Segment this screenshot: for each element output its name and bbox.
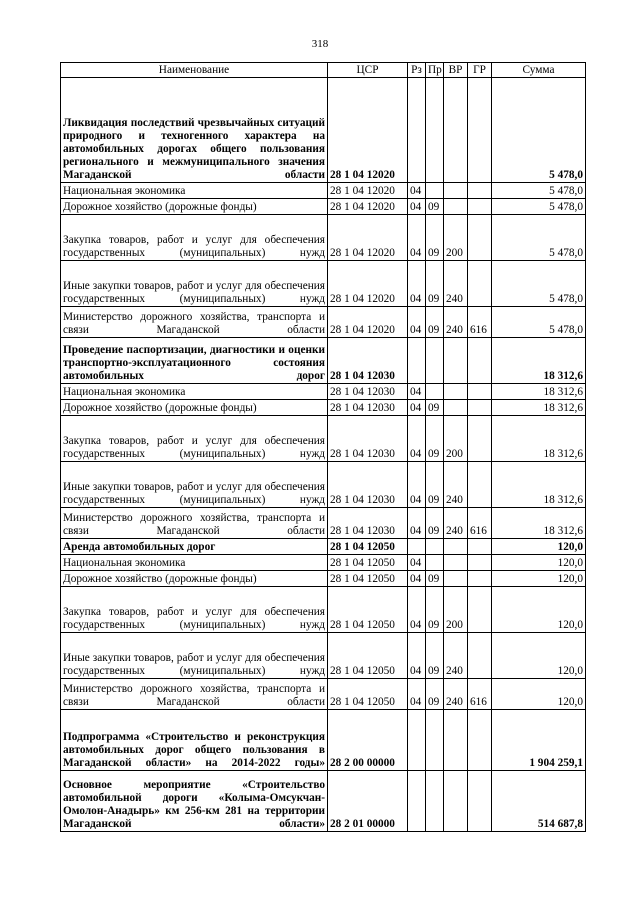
row-rz: 04 [408, 199, 426, 215]
row-csr: 28 1 04 12050 [328, 633, 408, 679]
row-gr [468, 400, 492, 416]
table-row [61, 261, 586, 307]
row-name: Национальная экономика [61, 555, 328, 571]
header-vr: ВР [444, 63, 468, 78]
row-gr [468, 710, 492, 771]
row-name: Закупка товаров, работ и услуг для обеспечения государственных (муниципальных) нужд [61, 416, 328, 462]
row-vr [444, 183, 468, 199]
row-name: Национальная экономика [61, 183, 328, 199]
row-csr: 28 1 04 12020 [328, 307, 408, 338]
row-name: Министерство дорожного хозяйства, транспорта и связи Магаданской области [61, 508, 328, 539]
row-csr: 28 1 04 12050 [328, 555, 408, 571]
table-row [61, 338, 586, 384]
table-row [61, 555, 586, 571]
header-csr: ЦСР [328, 63, 408, 78]
table-row [61, 710, 586, 771]
row-sum: 5 478,0 [492, 199, 586, 215]
row-name: Дорожное хозяйство (дорожные фонды) [61, 571, 328, 587]
row-rz: 04 [408, 384, 426, 400]
row-pr: 09 [426, 215, 444, 261]
row-pr: 09 [426, 307, 444, 338]
row-sum: 120,0 [492, 539, 586, 555]
row-sum: 1 904 259,1 [492, 710, 586, 771]
table-row [61, 400, 586, 416]
row-rz: 04 [408, 571, 426, 587]
row-pr: 09 [426, 679, 444, 710]
row-sum: 18 312,6 [492, 384, 586, 400]
row-csr: 28 1 04 12020 [328, 199, 408, 215]
row-csr: 28 1 04 12020 [328, 183, 408, 199]
row-vr [444, 400, 468, 416]
row-name: Дорожное хозяйство (дорожные фонды) [61, 199, 328, 215]
row-gr [468, 555, 492, 571]
budget-table [60, 62, 586, 832]
row-rz: 04 [408, 416, 426, 462]
row-sum: 514 687,8 [492, 771, 586, 832]
row-gr [468, 416, 492, 462]
row-vr: 240 [444, 633, 468, 679]
table-row [61, 307, 586, 338]
row-gr [468, 199, 492, 215]
header-rz: Рз [408, 63, 426, 78]
table-row [61, 679, 586, 710]
row-rz: 04 [408, 508, 426, 539]
row-csr: 28 1 04 12030 [328, 338, 408, 384]
table-header-row [61, 63, 586, 78]
row-vr: 200 [444, 416, 468, 462]
header-name: Наименование [61, 63, 328, 78]
row-csr: 28 1 04 12030 [328, 384, 408, 400]
row-vr: 200 [444, 587, 468, 633]
table-row [61, 771, 586, 832]
row-csr: 28 2 01 00000 [328, 771, 408, 832]
row-pr: 09 [426, 571, 444, 587]
header-sum: Сумма [492, 63, 586, 78]
row-pr [426, 771, 444, 832]
row-rz: 04 [408, 462, 426, 508]
row-rz: 04 [408, 307, 426, 338]
table-row [61, 183, 586, 199]
row-gr [468, 183, 492, 199]
row-rz: 04 [408, 400, 426, 416]
row-name: Министерство дорожного хозяйства, транспорта и связи Магаданской области [61, 307, 328, 338]
row-name: Аренда автомобильных дорог [61, 539, 328, 555]
row-gr [468, 771, 492, 832]
row-gr [468, 539, 492, 555]
row-name: Иные закупки товаров, работ и услуг для обеспечения государственных (муниципальных) нужд [61, 462, 328, 508]
table-row [61, 462, 586, 508]
row-rz: 04 [408, 679, 426, 710]
row-vr [444, 78, 468, 183]
row-pr [426, 384, 444, 400]
row-gr: 616 [468, 679, 492, 710]
row-pr: 09 [426, 199, 444, 215]
row-rz: 04 [408, 215, 426, 261]
row-vr: 240 [444, 261, 468, 307]
row-rz [408, 338, 426, 384]
table-row [61, 508, 586, 539]
row-gr: 616 [468, 307, 492, 338]
row-sum: 18 312,6 [492, 508, 586, 539]
row-name: Дорожное хозяйство (дорожные фонды) [61, 400, 328, 416]
table-row [61, 539, 586, 555]
row-name: Иные закупки товаров, работ и услуг для обеспечения государственных (муниципальных) нужд [61, 633, 328, 679]
row-name: Закупка товаров, работ и услуг для обеспечения государственных (муниципальных) нужд [61, 215, 328, 261]
row-sum: 18 312,6 [492, 462, 586, 508]
row-vr [444, 199, 468, 215]
table-row [61, 416, 586, 462]
row-pr [426, 555, 444, 571]
row-pr: 09 [426, 416, 444, 462]
row-csr: 28 1 04 12030 [328, 508, 408, 539]
row-rz: 04 [408, 261, 426, 307]
row-gr: 616 [468, 508, 492, 539]
row-pr: 09 [426, 462, 444, 508]
row-csr: 28 2 00 00000 [328, 710, 408, 771]
table-row [61, 633, 586, 679]
row-sum: 5 478,0 [492, 307, 586, 338]
row-pr [426, 710, 444, 771]
table-row [61, 199, 586, 215]
row-vr [444, 555, 468, 571]
row-vr: 200 [444, 215, 468, 261]
row-csr: 28 1 04 12030 [328, 462, 408, 508]
row-vr: 240 [444, 307, 468, 338]
table-row [61, 587, 586, 633]
row-pr: 09 [426, 508, 444, 539]
row-name: Проведение паспортизации, диагностики и оценки транспортно-эксплуатационного состояния автомобильных дорог [61, 338, 328, 384]
row-rz: 04 [408, 633, 426, 679]
header-gr: ГР [468, 63, 492, 78]
row-vr: 240 [444, 679, 468, 710]
row-pr [426, 78, 444, 183]
row-csr: 28 1 04 12030 [328, 400, 408, 416]
table-row [61, 571, 586, 587]
row-rz [408, 539, 426, 555]
row-csr: 28 1 04 12020 [328, 261, 408, 307]
row-vr [444, 384, 468, 400]
row-vr [444, 771, 468, 832]
row-gr [468, 633, 492, 679]
row-rz [408, 771, 426, 832]
table-row [61, 384, 586, 400]
table-row [61, 78, 586, 183]
row-vr: 240 [444, 462, 468, 508]
row-gr [468, 338, 492, 384]
page-number: 318 [311, 38, 329, 50]
row-pr: 09 [426, 400, 444, 416]
row-sum: 5 478,0 [492, 261, 586, 307]
row-csr: 28 1 04 12020 [328, 78, 408, 183]
row-rz: 04 [408, 587, 426, 633]
row-pr [426, 183, 444, 199]
row-csr: 28 1 04 12050 [328, 587, 408, 633]
row-pr: 09 [426, 633, 444, 679]
row-gr [468, 261, 492, 307]
row-pr [426, 539, 444, 555]
row-rz [408, 710, 426, 771]
row-gr [468, 215, 492, 261]
row-csr: 28 1 04 12050 [328, 539, 408, 555]
row-vr: 240 [444, 508, 468, 539]
row-name: Министерство дорожного хозяйства, транспорта и связи Магаданской области [61, 679, 328, 710]
row-sum: 120,0 [492, 633, 586, 679]
row-sum: 5 478,0 [492, 78, 586, 183]
row-name: Закупка товаров, работ и услуг для обеспечения государственных (муниципальных) нужд [61, 587, 328, 633]
row-vr [444, 571, 468, 587]
row-rz: 04 [408, 183, 426, 199]
row-gr [468, 462, 492, 508]
row-name: Национальная экономика [61, 384, 328, 400]
header-pr: Пр [426, 63, 444, 78]
row-sum: 120,0 [492, 571, 586, 587]
row-sum: 120,0 [492, 587, 586, 633]
row-csr: 28 1 04 12020 [328, 215, 408, 261]
row-csr: 28 1 04 12050 [328, 679, 408, 710]
row-sum: 18 312,6 [492, 338, 586, 384]
row-sum: 5 478,0 [492, 183, 586, 199]
row-sum: 120,0 [492, 679, 586, 710]
row-csr: 28 1 04 12030 [328, 416, 408, 462]
row-rz: 04 [408, 555, 426, 571]
row-sum: 120,0 [492, 555, 586, 571]
row-sum: 5 478,0 [492, 215, 586, 261]
row-name: Ликвидация последствий чрезвычайных ситуаций природного и техногенного характера на автомобильных дорогах общего пользования регионального и межмуниципального значения Магаданской области [61, 78, 328, 183]
table-row [61, 215, 586, 261]
row-pr: 09 [426, 587, 444, 633]
row-name: Основное мероприятие «Строительство автомобильной дороги «Колыма-Омсукчан-Омолон-Анадырь» км 256-км 281 на территории Магаданской области» [61, 771, 328, 832]
row-name: Подпрограмма «Строительство и реконструкция автомобильных дорог общего пользования в Магаданской области» на 2014-2022 годы» [61, 710, 328, 771]
row-sum: 18 312,6 [492, 400, 586, 416]
row-gr [468, 587, 492, 633]
row-name: Иные закупки товаров, работ и услуг для обеспечения государственных (муниципальных) нужд [61, 261, 328, 307]
row-vr [444, 338, 468, 384]
row-gr [468, 384, 492, 400]
row-sum: 18 312,6 [492, 416, 586, 462]
row-vr [444, 710, 468, 771]
row-rz [408, 78, 426, 183]
row-pr [426, 338, 444, 384]
row-gr [468, 78, 492, 183]
row-pr: 09 [426, 261, 444, 307]
row-csr: 28 1 04 12050 [328, 571, 408, 587]
row-vr [444, 539, 468, 555]
row-gr [468, 571, 492, 587]
